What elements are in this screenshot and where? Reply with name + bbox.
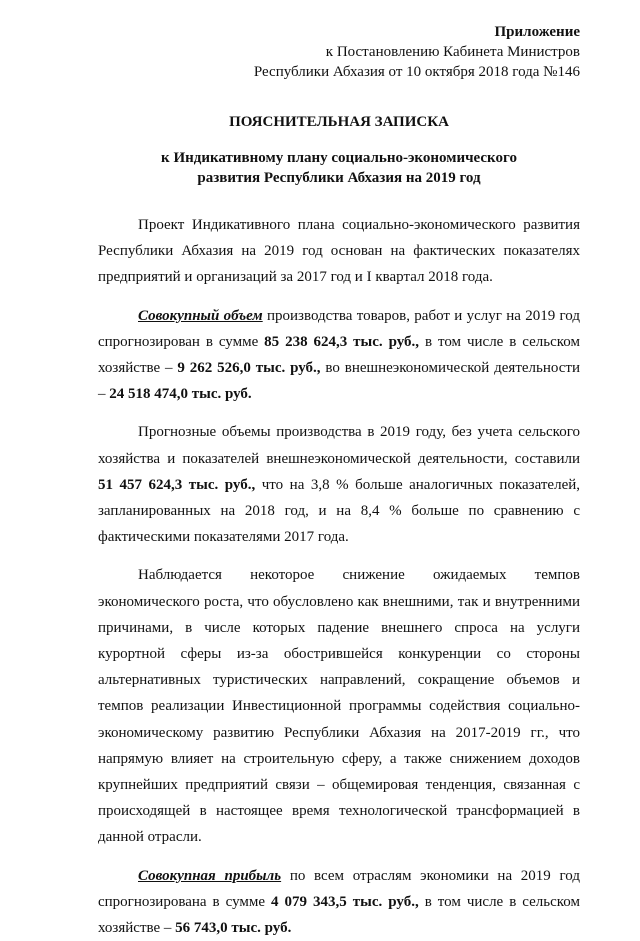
paragraph-2: [98, 303, 580, 408]
term-total-volume: Совокупный объем: [138, 307, 263, 324]
appendix-line-1: к Постановлению Кабинета Министров: [325, 44, 580, 60]
subtitle-line-1: к Индикативному плану социально-экономического: [161, 150, 517, 166]
amount-foreign-volume: 24 518 474,0 тыс. руб.: [109, 386, 252, 403]
p3-text-a: Прогнозные объемы производства в 2019 году, без учета сельского хозяйства и показателей внешнеэкономической деятельности, составили: [98, 424, 580, 467]
paragraph-5: [98, 863, 580, 941]
p2-text-a: производства товаров, работ и услуг на 2019 год спрогнозирован в сумме: [98, 307, 580, 350]
term-total-profit: Совокупная прибыль: [138, 867, 282, 884]
amount-agri-volume: 9 262 526,0 тыс. руб.,: [177, 360, 321, 377]
amount-forecast: 51 457 624,3 тыс. руб.,: [98, 476, 256, 493]
p5-text-a: по всем отраслям экономики на 2019 год спрогнозирована в сумме: [98, 867, 580, 910]
amount-total-profit: 4 079 343,5 тыс. руб.,: [271, 893, 419, 910]
appendix-heading: Приложение: [494, 24, 580, 40]
p5-text-b: в том числе в сельском хозяйстве –: [98, 893, 580, 937]
paragraph-1: Проект Индикативного плана социально-экономического развития Республики Абхазия на 2019 год основан на фактических показателях предприятий и организаций за 2017 год и I квартал 2018 года.: [98, 217, 580, 286]
paragraph-4: Наблюдается некоторое снижение ожидаемых темпов экономического роста, что обусловлено как внешними, так и внутренними причинами, в числе которых падение внешнего спроса на услуги курортной сферы из-за обострившейся конкуренции со стороны альтернативных туристических направлений, сокращение объемов и темпов реализации Инвестиционной программы содействия социально-экономическому развитию Республики Абхазия на 2017-2019 гг., что напрямую влияет на строительную сферу, а также снижением доходов крупнейших предприятий связи – общемировая тенденция, связанная с происходящей в настоящее время технологической трансформацией в данной отрасли.: [98, 567, 580, 846]
paragraph-3: [98, 419, 580, 550]
appendix-line-2: Республики Абхазия от 10 октября 2018 года №146: [253, 64, 580, 80]
document-title: ПОЯСНИТЕЛЬНАЯ ЗАПИСКА: [229, 114, 449, 130]
p3-text-b: что на 3,8 % больше аналогичных показателей, запланированных на 2018 год, и на 8,4 % больше по сравнению с фактическими показателями 2017 года.: [98, 476, 581, 546]
subtitle-line-2: развития Республики Абхазия на 2019 год: [197, 170, 481, 186]
p2-text-b: в том числе в сельском хозяйстве –: [98, 333, 580, 377]
p2-text-c: во внешнеэкономической деятельности –: [98, 360, 581, 403]
document-subtitle: [98, 148, 580, 188]
amount-agri-profit: 56 743,0 тыс. руб.: [175, 920, 292, 937]
document-body: [98, 212, 580, 941]
amount-total-volume: 85 238 624,3 тыс. руб.,: [264, 333, 420, 350]
appendix-block: [98, 22, 580, 82]
